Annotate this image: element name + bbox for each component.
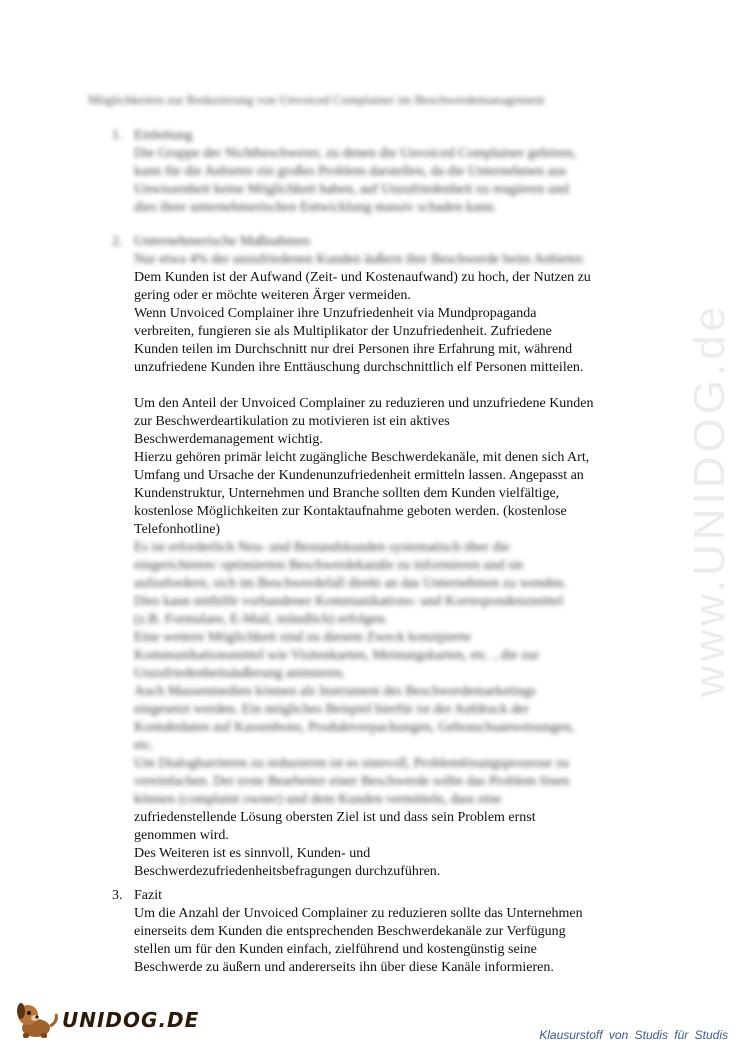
text-line: können (complaint owner) und dem Kunden vermitteln, dass eine [134,792,502,807]
text-line: Des Weiteren ist es sinnvoll, Kunden- und [134,846,371,861]
text-line: kann für die Anbieter ein großes Problem darstellen, da die Unternehmen aus [134,164,567,179]
text-line: aufzufordern, sich im Beschwerdefall direkt an das Unternehmen zu wenden. [134,576,567,591]
section-heading [112,887,672,905]
text-line: eingerichteten/ optimierten Beschwerdekanäle zu informieren und sie [134,558,524,573]
blurred-text-block [134,539,672,809]
text-line: verbreiten, fungieren sie als Multiplikator der Unzufriedenheit. Zufriedene [134,324,552,339]
text-line: Dies kann mithilfe vorhandener Kommunikations- und Korrespondenzmittel [134,594,564,609]
section-number: 1. [112,128,123,143]
text-line: Telefonhotline) [134,522,221,537]
document-title: Möglichkeiten zur Reduzierung von Unvoiced Complainer im Beschwerdemanagement [88,92,545,107]
text-line: Es ist erforderlich Neu- und Bestandskunden systematisch über die [134,540,510,555]
text-line: zur Beschwerdeartikulation zu motivieren ist ein aktives [134,414,450,429]
text-line: Dem Kunden ist der Aufwand (Zeit- und Kostenaufwand) zu hoch, der Nutzen zu [134,270,591,285]
dog-mascot-icon [14,1000,60,1040]
text-line: Kommunikationsmittel wie Visitenkarten, Meinungskarten, etc. , die zur [134,648,540,663]
text-line: einerseits dem Kunden die entsprechenden Beschwerdekanäle zur Verfügung [134,924,566,939]
text-line: Um den Anteil der Unvoiced Complainer zu reduzieren und unzufriedene Kunden [134,396,594,411]
text-line: Kundenstruktur, Unternehmen und Branche sollten dem Kunden vielfältige, [134,486,560,501]
text-line: Beschwerdemanagement wichtig. [134,432,323,447]
text-line: Wenn Unvoiced Complainer ihre Unzufriedenheit via Mundpropaganda [134,306,537,321]
section-number: 2. [112,234,123,249]
text-line: Kontaktdaten auf Kassenbons, Produktverpackungen, Gebrauchsanweisungen, [134,720,575,735]
section-heading [112,233,672,251]
text-line: zufriedenstellende Lösung obersten Ziel ist und dass sein Problem ernst [134,810,536,825]
section-title: Einleitung [134,128,193,143]
text-line: Um Dialogbarrieren zu reduzieren ist es sinnvoll, Problemlösungsprozesse zu [134,756,570,771]
unidog-logo [14,1000,199,1040]
text-line: Die Gruppe der Nichtbeschwerer, zu denen die Unvoiced Complainer gehören, [134,146,577,161]
text-line: Unwissenheit keine Möglichkeit haben, auf Unzufriedenheit zu reagieren und [134,182,570,197]
text-line: kostenlose Möglichkeiten zur Kontaktaufnahme geboten werden. (kostenlose [134,504,567,519]
text-line: eingesetzt werden. Ein mögliches Beispiel hierfür ist der Aufdruck der [134,702,529,717]
text-line: Nur etwa 4% der unzufriedenen Kunden äußern ihre Beschwerde beim Anbieter. [134,252,586,267]
section-title: Unternehmerische Maßnahmen [134,234,311,249]
text-line: unzufriedene Kunden ihre Enttäuschung durchschnittlich elf Personen mitteilen. [134,360,584,375]
text-line: vereinfachen. Der erste Bearbeiter einer Beschwerde sollte das Problem lösen [134,774,570,789]
text-line: (z.B. Formulare, E-Mail, mündlich) erfolgen. [134,612,388,627]
text-line: Beschwerdezufriedenheitsbefragungen durchzuführen. [134,864,441,879]
text-line: Beschwerde zu äußern und andererseits ihn über diese Kanäle informieren. [134,960,554,975]
text-line: Auch Massenmedien können als Instrument des Beschwerdemarketings [134,684,537,699]
section-number: 3. [112,888,123,903]
watermark [682,260,738,740]
section-heading [112,127,672,145]
text-line: gering oder er möchte weiteren Ärger vermeiden. [134,288,411,303]
section-body [134,905,672,977]
text-line: genommen wird. [134,828,229,843]
section-body [134,251,672,881]
section-introduction [112,127,672,217]
section-conclusion [112,887,672,977]
logo-text: UNIDOG.DE [62,1008,200,1032]
text-line: dies ihrer unternehmerischen Entwicklung massiv schaden kann. [134,200,497,215]
text-line: Eine weitere Möglichkeit sind zu diesem Zweck konzipierte [134,630,472,645]
text-line: etc. [134,738,154,753]
text-line: Um die Anzahl der Unvoiced Complainer zu reduzieren sollte das Unternehmen [134,906,583,921]
section-body [134,145,672,217]
text-line: Kunden teilen im Durchschnitt nur drei Personen ihre Erfahrung mit, während [134,342,573,357]
text-line: stellen um für den Kunden einfach, zielführend und kostengünstig seine [134,942,537,957]
section-measures [112,233,672,881]
section-title: Fazit [134,888,162,903]
text-line: Unzufriedenheitsäußerung animieren. [134,666,346,681]
text-line: Umfang und Ursache der Kundenunzufriedenheit ermitteln lassen. Angepasst an [134,468,584,483]
watermark-text: www.UNIDOG.de [685,302,735,698]
footer-tagline: Klausurstoff von Studis für Studis [539,1028,728,1042]
text-line: Hierzu gehören primär leicht zugängliche Beschwerdekanäle, mit denen sich Art, [134,450,590,465]
